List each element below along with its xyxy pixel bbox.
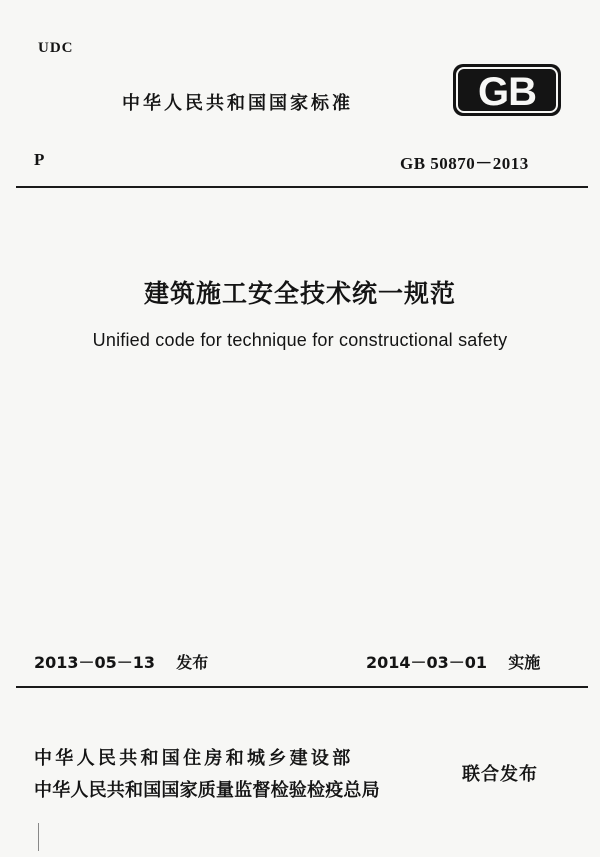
svg-text:GB: GB bbox=[478, 70, 536, 114]
title-english: Unified code for technique for constructional safety bbox=[92, 330, 508, 350]
implementation-label: 实施 bbox=[508, 653, 541, 672]
standard-number: GB 50870－2013 bbox=[400, 154, 529, 173]
issuer-ministry-quality: 中华人民共和国国家质量监督检验检疫总局 bbox=[34, 780, 380, 801]
implementation-date-line bbox=[366, 650, 540, 673]
udc-label: UDC bbox=[38, 40, 74, 56]
classification-code: P bbox=[34, 150, 45, 169]
issuer-ministry-housing: 中华人民共和国住房和城乡建设部 bbox=[34, 748, 354, 769]
gb-logo bbox=[452, 63, 562, 117]
standard-type: 中华人民共和国国家标准 bbox=[122, 93, 353, 114]
title-chinese: 建筑施工安全技术统一规范 bbox=[143, 279, 456, 308]
scan-mark bbox=[38, 823, 39, 851]
issue-date-line bbox=[34, 650, 208, 673]
top-divider bbox=[16, 186, 588, 188]
bottom-divider bbox=[16, 686, 588, 688]
joint-issue-label: 联合发布 bbox=[462, 764, 538, 785]
implementation-date: 2014－03－01 bbox=[366, 653, 488, 672]
issue-date: 2013－05－13 bbox=[34, 653, 156, 672]
issue-label: 发布 bbox=[176, 653, 209, 672]
